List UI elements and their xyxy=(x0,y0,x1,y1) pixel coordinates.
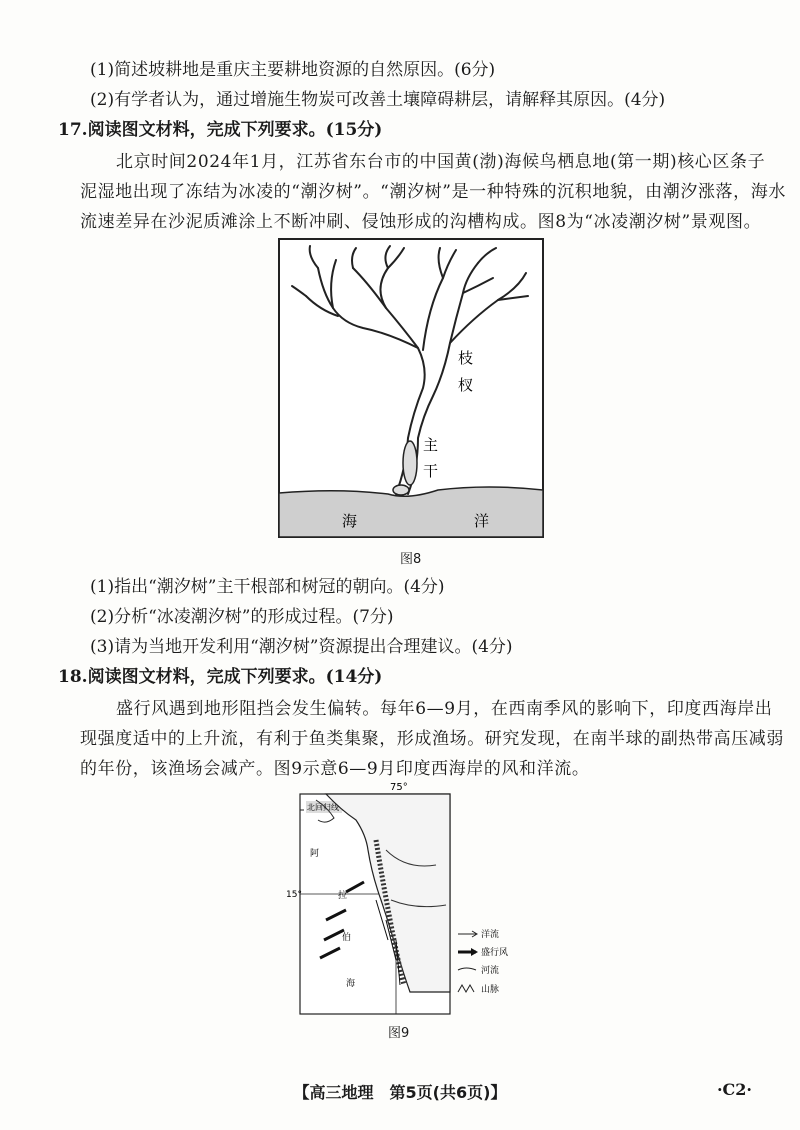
q17-sub1: (1)指出“潮汐树”主干根部和树冠的朝向。(4分) xyxy=(90,577,445,597)
tropic-label: 北回归线 xyxy=(307,803,339,812)
india-coast-map xyxy=(286,780,536,1016)
q17-para-line: 流速差异在沙泥质滩涂上不断冲刷、侵蚀形成的沟槽构成。图8为“冰凌潮汐树”景观图。 xyxy=(80,212,762,232)
figure9-caption: 图9 xyxy=(388,1026,410,1041)
sea-label: 海 xyxy=(342,512,358,530)
branch-label: 杈 xyxy=(458,376,474,394)
longitude-label: 75° xyxy=(390,782,408,793)
q17-heading: 17.阅读图文材料，完成下列要求。(15分) xyxy=(58,120,383,140)
latitude-label: 15° xyxy=(286,890,302,900)
trunk-label: 干 xyxy=(423,462,439,480)
q18-heading: 18.阅读图文材料，完成下列要求。(14分) xyxy=(58,667,383,687)
q17-para-line: 泥湿地出现了冻结为冰凌的“潮汐树”。“潮汐树”是一种特殊的沉积地貌，由潮汐涨落，海水 xyxy=(80,182,786,202)
map-legend xyxy=(458,928,508,995)
q16-sub1: (1)简述坡耕地是重庆主要耕地资源的自然原因。(6分) xyxy=(90,60,496,80)
river-icon xyxy=(458,968,476,970)
sea-label: 拉 xyxy=(338,891,348,901)
legend-text: 盛行风 xyxy=(481,948,509,958)
sea-label: 伯 xyxy=(342,933,352,943)
q18-para-line: 盛行风遇到地形阻挡会发生偏转。每年6—9月，在西南季风的影响下，印度西海岸出 xyxy=(116,699,773,719)
q17-sub3: (3)请为当地开发利用“潮汐树”资源提出合理建议。(4分) xyxy=(90,637,513,657)
page-code: ·C2· xyxy=(716,1080,752,1099)
q16-sub2: (2)有学者认为，通过增施生物炭可改善土壤障碍耕层，请解释其原因。(4分) xyxy=(90,90,666,110)
mountain-icon xyxy=(458,985,474,992)
q17-para-line: 北京时间2024年1月，江苏省东台市的中国黄(渤)海候鸟栖息地(第一期)核心区条子 xyxy=(116,152,766,172)
sea-label: 海 xyxy=(346,979,356,989)
q18-para-line: 现强度适中的上升流，有利于鱼类集聚，形成渔场。研究发现，在南半球的副热带高压减弱 xyxy=(80,729,784,749)
legend-text: 山脉 xyxy=(481,985,500,995)
sea-label: 洋 xyxy=(474,512,490,530)
page-footer: 【高三地理 第5页(共6页)】 xyxy=(293,1083,507,1102)
q18-para-line: 的年份，该渔场会减产。图9示意6—9月印度西海岸的风和洋流。 xyxy=(80,759,590,779)
trunk-label: 主 xyxy=(423,436,439,454)
branch-label: 枝 xyxy=(458,349,474,367)
sea-label: 阿 xyxy=(310,849,320,859)
tidal-tree-figure xyxy=(278,238,544,538)
figure8-caption: 图8 xyxy=(400,552,422,567)
wind-arrow-icon xyxy=(471,948,478,956)
legend-text: 洋流 xyxy=(481,930,500,940)
legend-text: 河流 xyxy=(481,966,500,976)
q17-sub2: (2)分析“冰凌潮汐树”的形成过程。(7分) xyxy=(90,607,394,627)
